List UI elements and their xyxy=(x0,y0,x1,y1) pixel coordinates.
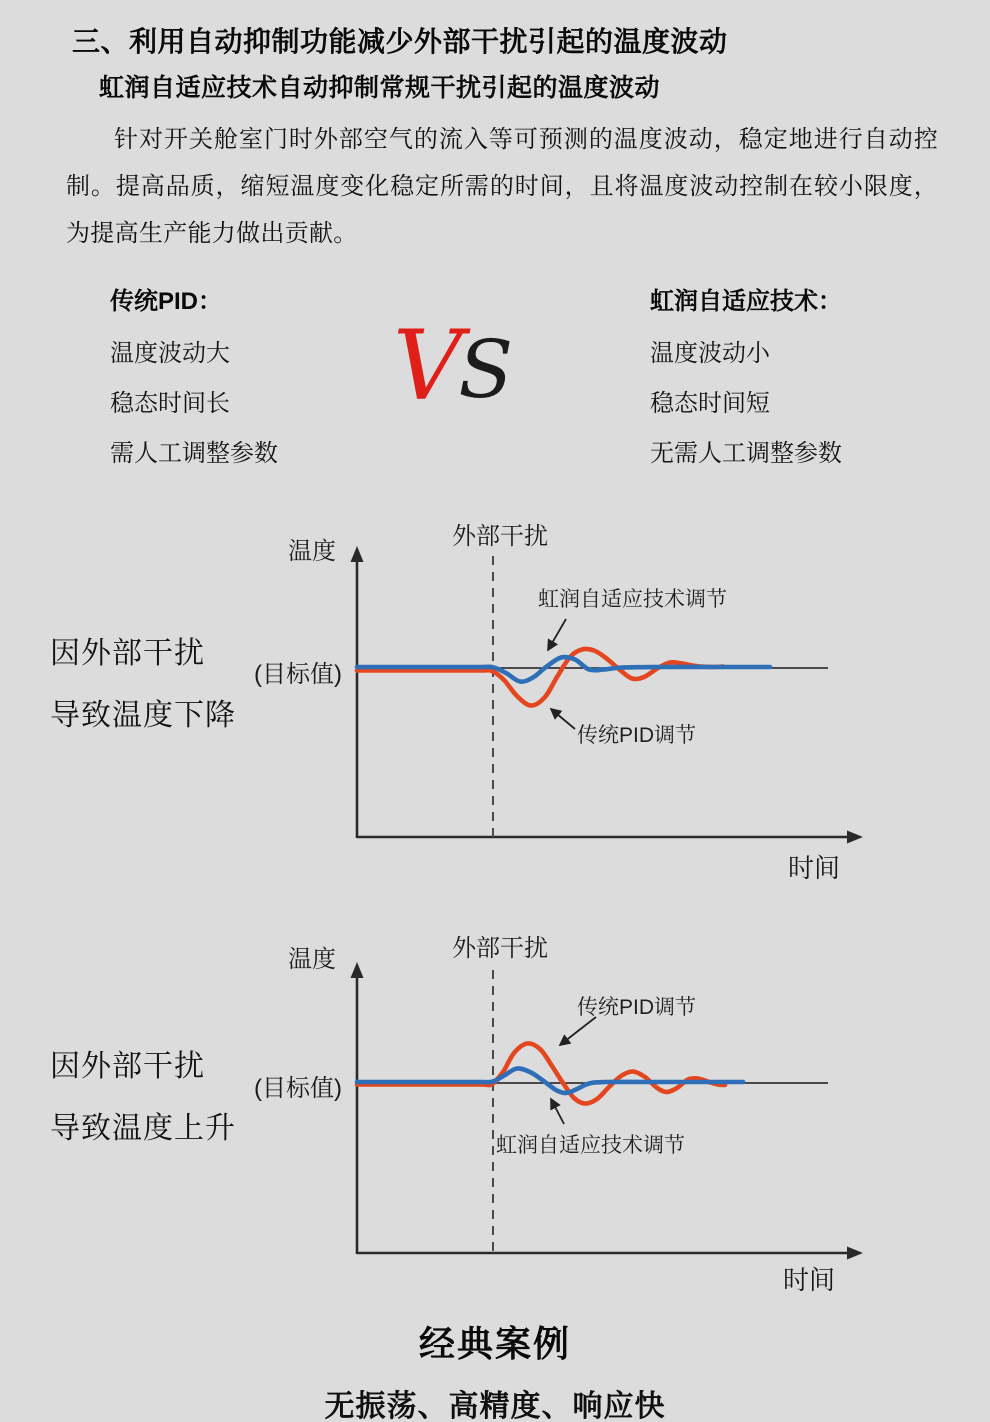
chart2-target-label: (目标值) xyxy=(254,1075,342,1102)
chart2-adaptive-curve xyxy=(357,1068,743,1093)
chart2-side-label-line2: 导致温度上升 xyxy=(50,1112,236,1145)
adaptive-column-item: 无需人工调整参数 xyxy=(650,440,842,467)
chart2-adaptive-arrow-icon xyxy=(551,1099,564,1124)
adaptive-column-item: 温度波动小 xyxy=(650,340,770,367)
chart1-pid-annotation: 传统PID调节 xyxy=(577,724,697,747)
vs-mark xyxy=(393,310,514,422)
page-title: 三、利用自动抑制功能减少外部干扰引起的温度波动 xyxy=(72,26,728,57)
chart-temp-drop xyxy=(0,505,990,905)
chart2-x-axis-arrow-icon xyxy=(847,1247,863,1260)
chart1-target-label: (目标值) xyxy=(254,661,342,688)
chart1-ylabel: 温度 xyxy=(288,538,336,565)
chart1-adaptive-annotation: 虹润自适应技术调节 xyxy=(538,588,727,611)
chart2-side-label-line1: 因外部干扰 xyxy=(50,1050,205,1083)
adaptive-column-item: 稳态时间短 xyxy=(650,390,770,417)
chart2-ylabel: 温度 xyxy=(288,946,336,973)
chart1-pid-curve xyxy=(357,649,723,706)
chart1-disturbance-label: 外部干扰 xyxy=(452,523,548,550)
chart2-adaptive-annotation: 虹润自适应技术调节 xyxy=(496,1134,685,1157)
pid-column-item: 稳态时间长 xyxy=(110,390,230,417)
vs-letter-s: S xyxy=(458,323,514,416)
chart1-pid-arrow-icon xyxy=(551,709,575,729)
pid-column-item: 需人工调整参数 xyxy=(110,440,278,467)
footer-headline: 经典案例 xyxy=(418,1323,571,1364)
footer-subline: 无振荡、高精度、响应快 xyxy=(324,1390,666,1422)
chart-temp-rise xyxy=(0,925,990,1295)
page-subtitle: 虹润自适应技术自动抑制常规干扰引起的温度波动 xyxy=(99,74,661,102)
chart1-y-axis-arrow-icon xyxy=(351,546,364,562)
chart1-side-label-line1: 因外部干扰 xyxy=(50,637,205,670)
chart2-pid-arrow-icon xyxy=(560,1017,596,1045)
pid-column-item: 温度波动大 xyxy=(110,340,230,367)
chart2-disturbance-label: 外部干扰 xyxy=(452,935,548,962)
pid-column-heading: 传统PID： xyxy=(110,288,223,315)
chart2-y-axis-arrow-icon xyxy=(351,962,364,978)
adaptive-column-heading: 虹润自适应技术： xyxy=(650,288,842,315)
intro-paragraph: 针对开关舱室门时外部空气的流入等可预测的温度波动，稳定地进行自动控制。提高品质，缩短温度变化稳定所需的时间，且将温度波动控制在较小限度，为提高生产能力做出贡献。 xyxy=(66,126,938,247)
chart1-xlabel: 时间 xyxy=(788,853,841,883)
chart1-adaptive-arrow-icon xyxy=(548,619,566,650)
chart2-pid-annotation: 传统PID调节 xyxy=(577,996,697,1019)
chart2-pid-curve xyxy=(357,1043,725,1103)
chart2-xlabel: 时间 xyxy=(783,1265,836,1295)
chart1-side-label-line2: 导致温度下降 xyxy=(50,699,236,732)
vs-letter-v: V xyxy=(393,310,463,422)
chart1-x-axis-arrow-icon xyxy=(847,831,863,844)
